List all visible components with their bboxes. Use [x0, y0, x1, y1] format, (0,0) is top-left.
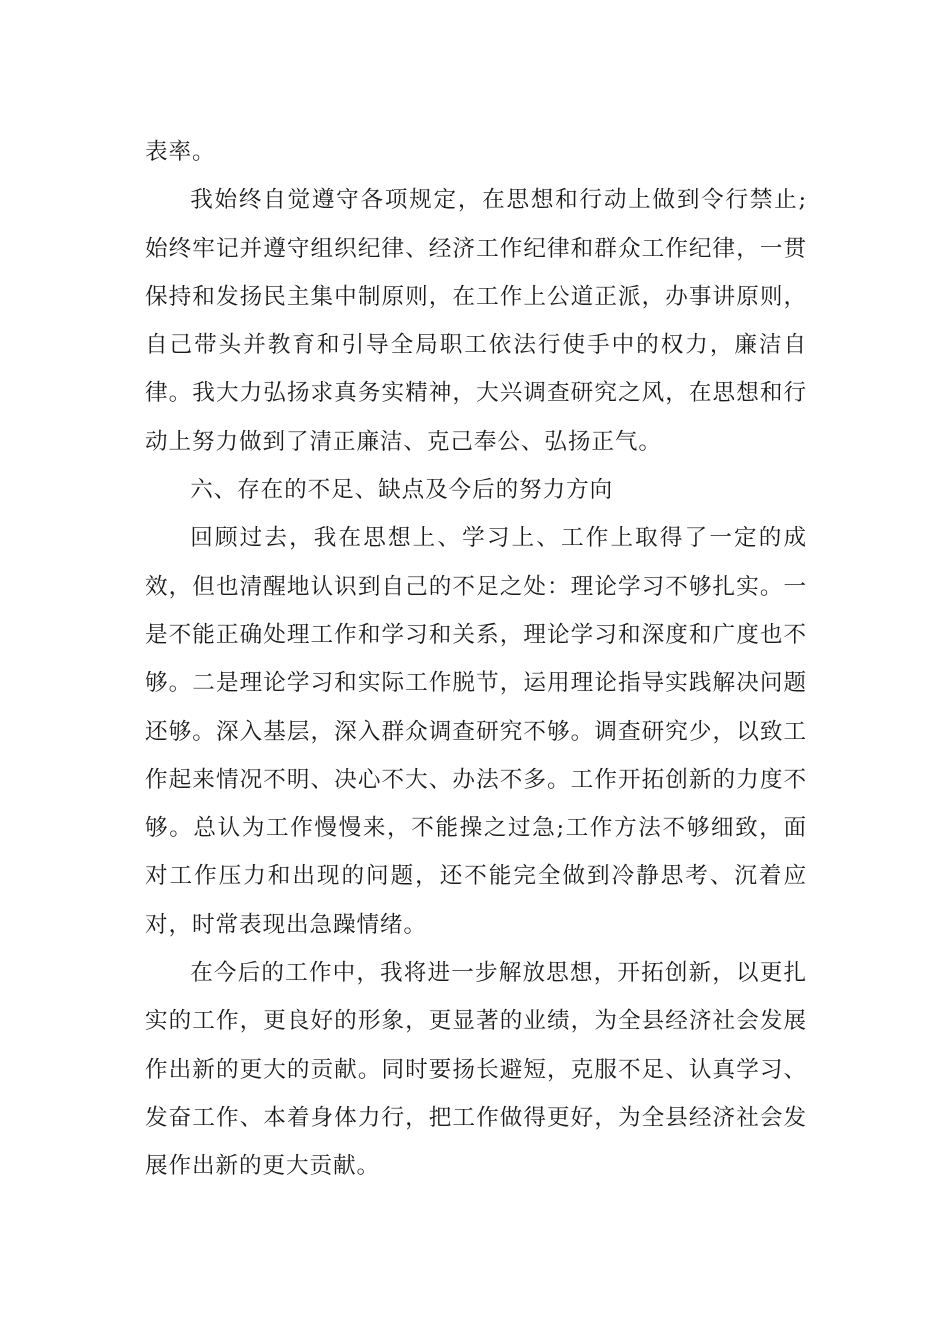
document-body: [145, 128, 807, 1191]
paragraph-continuation: 表率。: [145, 139, 216, 165]
paragraph-discipline: 我始终自觉遵守各项规定，在思想和行动上做到令行禁止;始终牢记并遵守组织纪律、经济工作纪律和群众工作纪律，一贯保持和发扬民主集中制原则，在工作上公道正派，办事讲原则，自己带头并教育和引导全局职工依法行使手中的权力，廉洁自律。我大力弘扬求真务实精神，大兴调查研究之风，在思想和行动上努力做到了清正廉洁、克己奉公、弘扬正气。: [145, 187, 807, 455]
paragraph-review: 回顾过去，我在思想上、学习上、工作上取得了一定的成效，但也清醒地认识到自己的不足之处：理论学习不够扎实。一是不能正确处理工作和学习和关系，理论学习和深度和广度也不够。二是理论学习和实际工作脱节，运用理论指导实践解决问题还够。深入基层，深入群众调查研究不够。调查研究少，以致工作起来情况不明、决心不大、办法不多。工作开拓创新的力度不够。总认为工作慢慢来，不能操之过急;工作方法不够细致，面对工作压力和出现的问题，还不能完全做到冷静思考、沉着应对，时常表现出急躁情绪。: [145, 525, 807, 938]
paragraph-future-work: 在今后的工作中，我将进一步解放思想，开拓创新，以更扎实的工作，更良好的形象，更显著的业绩，为全县经济社会发展作出新的更大的贡献。同时要扬长避短，克服不足、认真学习、发奋工作、本着身体力行，把工作做得更好，为全县经济社会发展作出新的更大贡献。: [145, 960, 807, 1180]
section-heading-shortcomings: 六、存在的不足、缺点及今后的努力方向: [190, 477, 614, 504]
